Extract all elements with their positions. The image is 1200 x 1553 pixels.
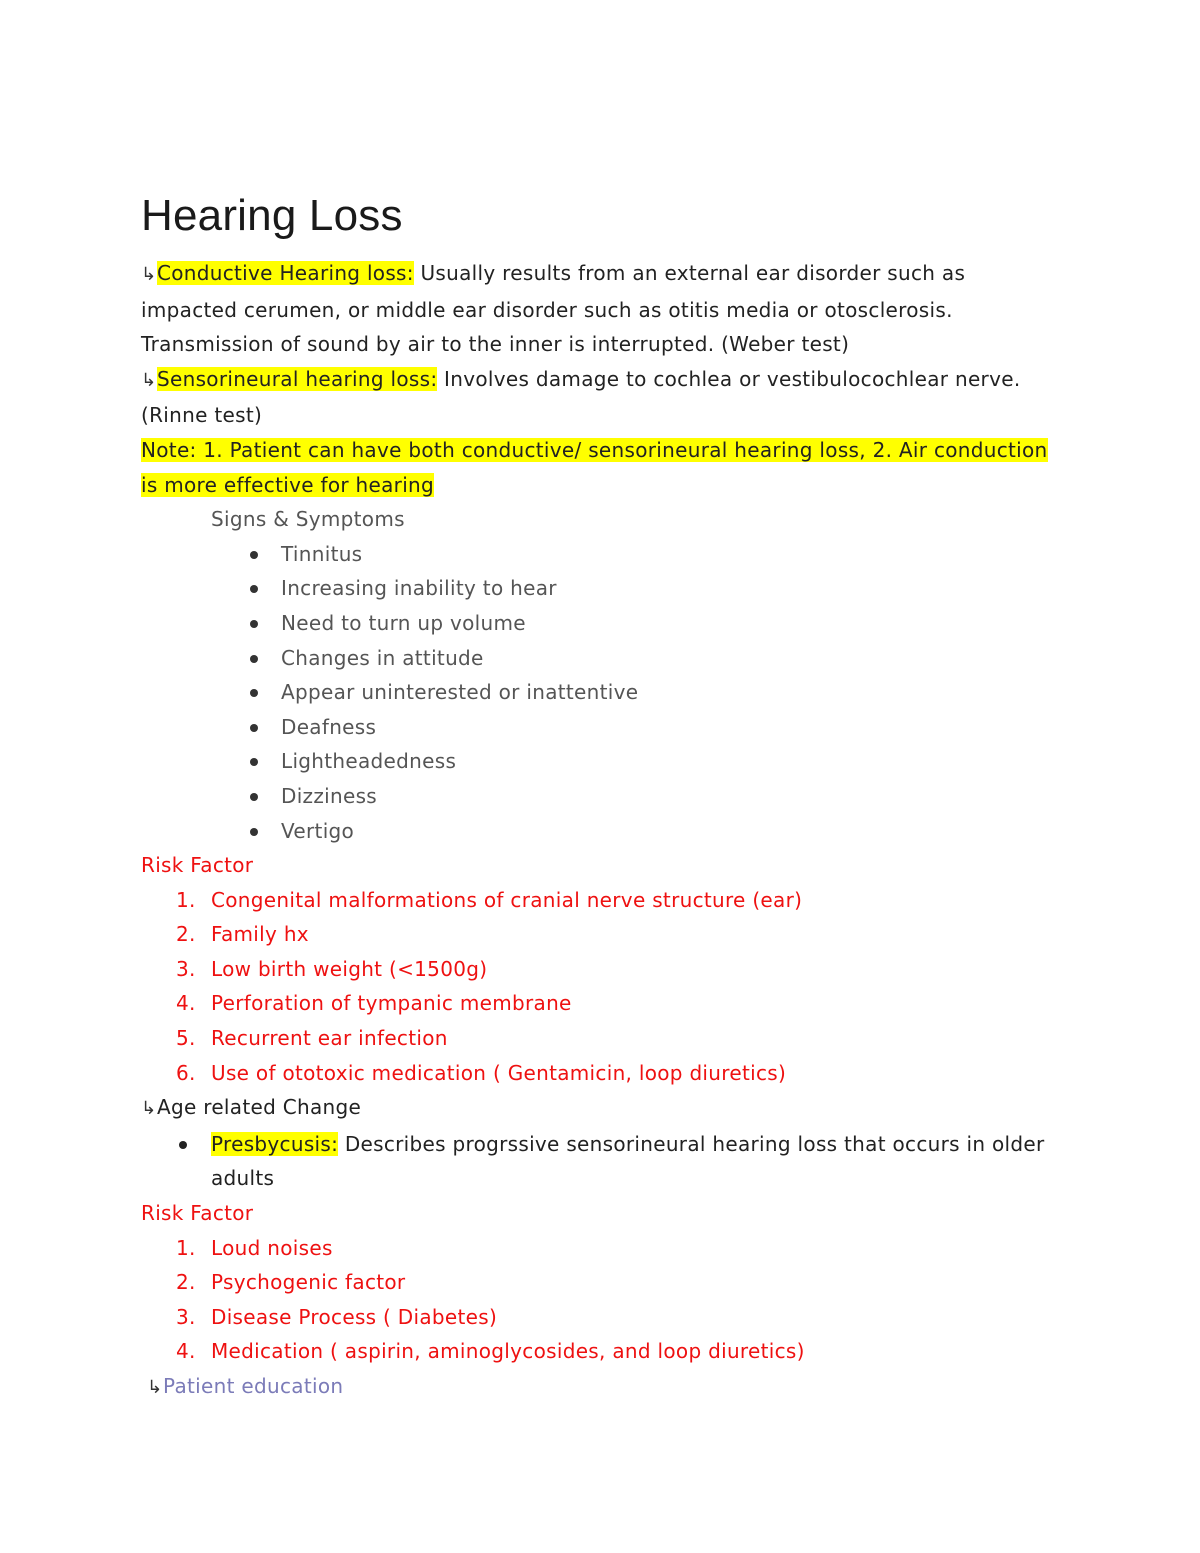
list-item: 5. Recurrent ear infection [176,1026,448,1051]
list-item [141,744,1066,779]
arrow-icon: ↳ [141,264,157,285]
list-item-text: Recurrent ear infection [211,1026,448,1051]
list-item [141,571,1066,606]
list-item [141,710,1066,745]
bullet-icon [250,793,258,801]
list-item-text: Medication ( aspirin, aminoglycosides, and loop diuretics) [211,1339,805,1364]
list-item: 1. Congenital malformations of cranial nerve structure (ear) [176,887,803,912]
arrow-icon: ↳ [141,369,157,391]
bullet-icon [250,689,258,697]
list-item-text: Increasing inability to hear [281,576,557,601]
list-item-text: Tinnitus [281,541,363,566]
conductive-text: Usually results from an external ear disorder such as impacted cerumen, or middle ear disorder such as otitis media or otosclerosis. Transmission of sound by air to the inner is interrupted. (Weber test) [141,261,966,357]
age-related-list [141,1127,1066,1196]
list-item-text: Psychogenic factor [211,1270,406,1295]
list-item [141,641,1066,676]
risk-factor-heading-2: Risk Factor [141,1201,254,1226]
list-item-text: Low birth weight (<1500g) [211,956,488,981]
list-item-text: Changes in attitude [281,645,484,670]
list-item: 1. Loud noises [176,1235,333,1260]
list-item: 4. Medication ( aspirin, aminoglycosides, and loop diuretics) [176,1339,805,1364]
list-item-text: Vertigo [281,818,355,843]
list-item [141,537,1066,572]
arrow-icon: ↳ [147,1377,163,1398]
page-title: Hearing Loss [141,191,403,240]
presbycusis-text: Describes progrssive sensorineural hearing loss that occurs in older adults [211,1131,1045,1191]
bullet-icon [250,655,258,663]
list-item [141,1127,1066,1196]
arrow-icon: ↳ [141,1098,157,1120]
signs-list [141,537,1066,848]
list-item-text: Congenital malformations of cranial nerve structure (ear) [211,887,803,912]
bullet-icon [250,551,258,559]
list-item-text: Appear uninterested or inattentive [281,680,639,705]
list-item: 3. Low birth weight (<1500g) [176,956,488,981]
risk-factor-heading: Risk Factor [141,853,254,878]
sensorineural-label: Sensorineural hearing loss: [157,366,438,391]
list-item: 3. Disease Process ( Diabetes) [176,1304,498,1329]
bullet-icon [250,758,258,766]
risk-factor-list-2 [141,1231,1066,1369]
list-item-text: Perforation of tympanic membrane [211,991,572,1016]
bullet-icon [250,585,258,593]
list-item-text: Family hx [211,922,309,947]
risk-factor-list [141,883,1066,1091]
list-item [141,606,1066,641]
list-item-text: Need to turn up volume [281,610,526,635]
list-item: 4. Perforation of tympanic membrane [176,991,572,1016]
presbycusis-label: Presbycusis: [211,1131,339,1156]
document-body [141,256,1066,1406]
list-item-text: Dizziness [281,783,378,808]
list-item-text: Lightheadedness [281,749,457,774]
list-item-text: Deafness [281,714,377,739]
signs-heading: Signs & Symptoms [211,507,405,532]
bullet-icon [250,724,258,732]
bullet-icon [179,1141,187,1149]
patient-education-text: Patient education [163,1374,344,1398]
list-item-text: Loud noises [211,1235,333,1260]
conductive-label: Conductive Hearing loss: [157,261,414,285]
note-paragraph [141,433,1066,502]
age-related-heading [141,1090,1066,1127]
list-item: 6. Use of ototoxic medication ( Gentamicin, loop diuretics) [176,1060,787,1085]
sensorineural-text: Involves damage to cochlea or vestibulocochlear nerve. (Rinne test) [141,366,1021,428]
conductive-paragraph [141,256,1066,362]
bullet-icon [250,620,258,628]
patient-education [141,1369,1066,1406]
bullet-icon [250,828,258,836]
sensorineural-paragraph [141,362,1066,433]
list-item [141,779,1066,814]
note-text: Note: 1. Patient can have both conductive/ sensorineural hearing loss, 2. Air conduction is more effective for hearing [141,437,1048,497]
age-related-heading-text: Age related Change [157,1095,362,1120]
list-item [141,814,1066,849]
list-item-text: Use of ototoxic medication ( Gentamicin, loop diuretics) [211,1060,787,1085]
list-item-text: Disease Process ( Diabetes) [211,1304,498,1329]
list-item [141,675,1066,710]
document-page [141,188,1066,1406]
list-item: 2. Family hx [176,922,309,947]
list-item: 2. Psychogenic factor [176,1270,406,1295]
